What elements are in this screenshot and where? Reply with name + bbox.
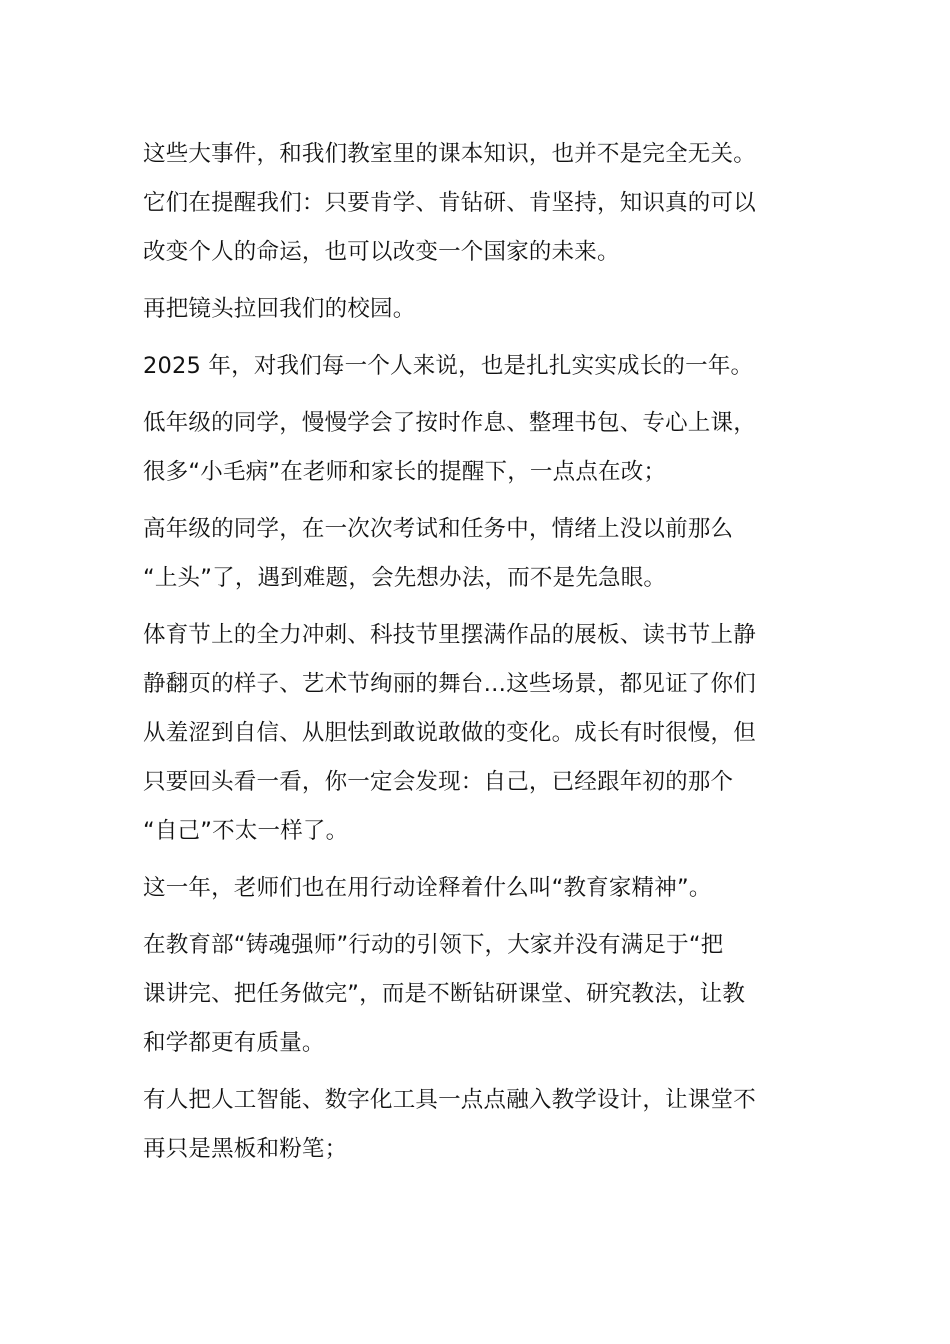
text-line: 只要回头看一看，你一定会发现：自己，已经跟年初的那个 xyxy=(143,769,734,795)
document-body xyxy=(143,130,798,1182)
text-line: 改变个人的命运，也可以改变一个国家的未来。 xyxy=(143,239,620,265)
text-line: 再只是黑板和粉笔； xyxy=(143,1136,348,1162)
text-line: 有人把人工智能、数字化工具一点点融入教学设计，让课堂不 xyxy=(143,1087,756,1113)
text-line: 和学都更有质量。 xyxy=(143,1030,325,1056)
text-line: 这些大事件，和我们教室里的课本知识，也并不是完全无关。 xyxy=(143,141,756,167)
paragraph xyxy=(143,921,798,1068)
paragraph xyxy=(143,611,798,856)
text-line: 它们在提醒我们：只要肯学、肯钻研、肯坚持，知识真的可以 xyxy=(143,190,756,216)
text-line: 体育节上的全力冲刺、科技节里摆满作品的展板、读书节上静 xyxy=(143,622,756,648)
text-line: 从羞涩到自信、从胆怯到敢说敢做的变化。成长有时很慢，但 xyxy=(143,720,756,746)
paragraph xyxy=(143,505,798,603)
paragraph xyxy=(143,399,798,497)
text-line: 再把镜头拉回我们的校园。 xyxy=(143,296,416,322)
paragraph xyxy=(143,342,798,391)
text-line: 这一年，老师们也在用行动诠释着什么叫“教育家精神”。 xyxy=(143,875,712,901)
text-line: “自己”不太一样了。 xyxy=(143,818,349,844)
text-line: 静翻页的样子、艺术节绚丽的舞台…这些场景，都见证了你们 xyxy=(143,671,756,697)
paragraph xyxy=(143,130,798,277)
text-line: 高年级的同学，在一次次考试和任务中，情绪上没以前那么 xyxy=(143,516,734,542)
text-line: 低年级的同学，慢慢学会了按时作息、整理书包、专心上课， xyxy=(143,410,756,436)
text-line: 2025 年，对我们每一个人来说，也是扎扎实实成长的一年。 xyxy=(143,353,754,379)
text-line: 在教育部“铸魂强师”行动的引领下，大家并没有满足于“把 xyxy=(143,932,724,958)
text-line: 很多“小毛病”在老师和家长的提醒下，一点点在改； xyxy=(143,459,667,485)
paragraph xyxy=(143,1076,798,1174)
paragraph xyxy=(143,285,798,334)
paragraph xyxy=(143,864,798,913)
text-line: 课讲完、把任务做完”，而是不断钻研课堂、研究教法，让教 xyxy=(143,981,746,1007)
text-line: “上头”了，遇到难题，会先想办法，而不是先急眼。 xyxy=(143,565,667,591)
